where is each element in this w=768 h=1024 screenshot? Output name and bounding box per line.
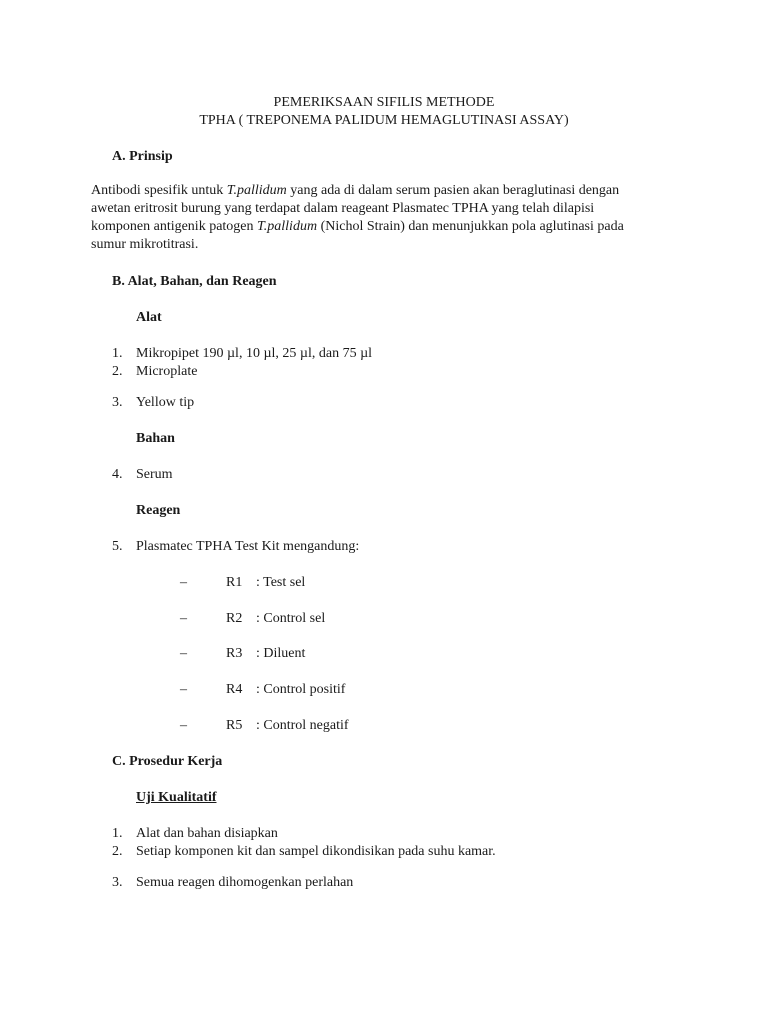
reagent-code: R4 — [226, 682, 243, 697]
reagent-code: R2 — [226, 611, 243, 626]
dash-bullet: – — [180, 718, 187, 733]
dash-bullet: – — [180, 575, 187, 590]
reagent-description: : Diluent — [256, 646, 306, 661]
prinsip-line-4: sumur mikrotitrasi. — [91, 237, 199, 252]
reagen-label: Reagen — [136, 503, 181, 518]
list-item: Serum — [136, 467, 173, 482]
procedure-step: Setiap komponen kit dan sampel dikondisikan pada suhu kamar. — [136, 844, 496, 859]
procedure-step: Semua reagen dihomogenkan perlahan — [136, 875, 354, 890]
procedure-step: Alat dan bahan disiapkan — [136, 826, 278, 841]
section-b-heading: B. Alat, Bahan, dan Reagen — [112, 274, 277, 289]
list-number: 1. — [112, 826, 123, 841]
prinsip-line-1: Antibodi spesifik untuk T.pallidum yang ada di dalam serum pasien akan beraglutinasi dengan — [91, 183, 620, 198]
list-item: Mikropipet 190 µl, 10 µl, 25 µl, dan 75 µl — [136, 346, 373, 361]
list-number: 5. — [112, 539, 123, 554]
reagent-description: : Test sel — [256, 575, 306, 590]
uji-kualitatif-subheading: Uji Kualitatif — [136, 790, 217, 805]
reagent-description: : Control positif — [256, 682, 346, 697]
dash-bullet: – — [180, 646, 187, 661]
list-number: 1. — [112, 346, 123, 361]
prinsip-line-3: komponen antigenik patogen T.pallidum (Nichol Strain) dan menunjukkan pola aglutinasi pada — [91, 219, 624, 234]
reagent-description: : Control negatif — [256, 718, 349, 733]
reagent-code: R5 — [226, 718, 243, 733]
list-number: 4. — [112, 467, 123, 482]
species-name: T.pallidum — [226, 183, 287, 198]
list-number: 2. — [112, 844, 123, 859]
section-c-heading: C. Prosedur Kerja — [112, 754, 223, 769]
list-item: Microplate — [136, 364, 198, 379]
dash-bullet: – — [180, 682, 187, 697]
document-title-line1: PEMERIKSAAN SIFILIS METHODE — [273, 95, 495, 110]
list-item: Yellow tip — [136, 395, 195, 410]
reagent-code: R1 — [226, 575, 243, 590]
list-item: Plasmatec TPHA Test Kit mengandung: — [136, 539, 360, 554]
bahan-label: Bahan — [136, 431, 175, 446]
prinsip-paragraph — [91, 182, 691, 254]
list-number: 2. — [112, 364, 123, 379]
list-number: 3. — [112, 395, 123, 410]
alat-label: Alat — [136, 310, 162, 325]
reagent-code: R3 — [226, 646, 243, 661]
document-title-line2: TPHA ( TREPONEMA PALIDUM HEMAGLUTINASI ASSAY) — [199, 113, 569, 128]
list-number: 3. — [112, 875, 123, 890]
species-name: T.pallidum — [257, 219, 318, 234]
prinsip-line-2: awetan eritrosit burung yang terdapat dalam reageant Plasmatec TPHA yang telah dilapisi — [91, 201, 595, 216]
dash-bullet: – — [180, 611, 187, 626]
section-a-heading: A. Prinsip — [112, 149, 173, 164]
reagent-description: : Control sel — [256, 611, 326, 626]
